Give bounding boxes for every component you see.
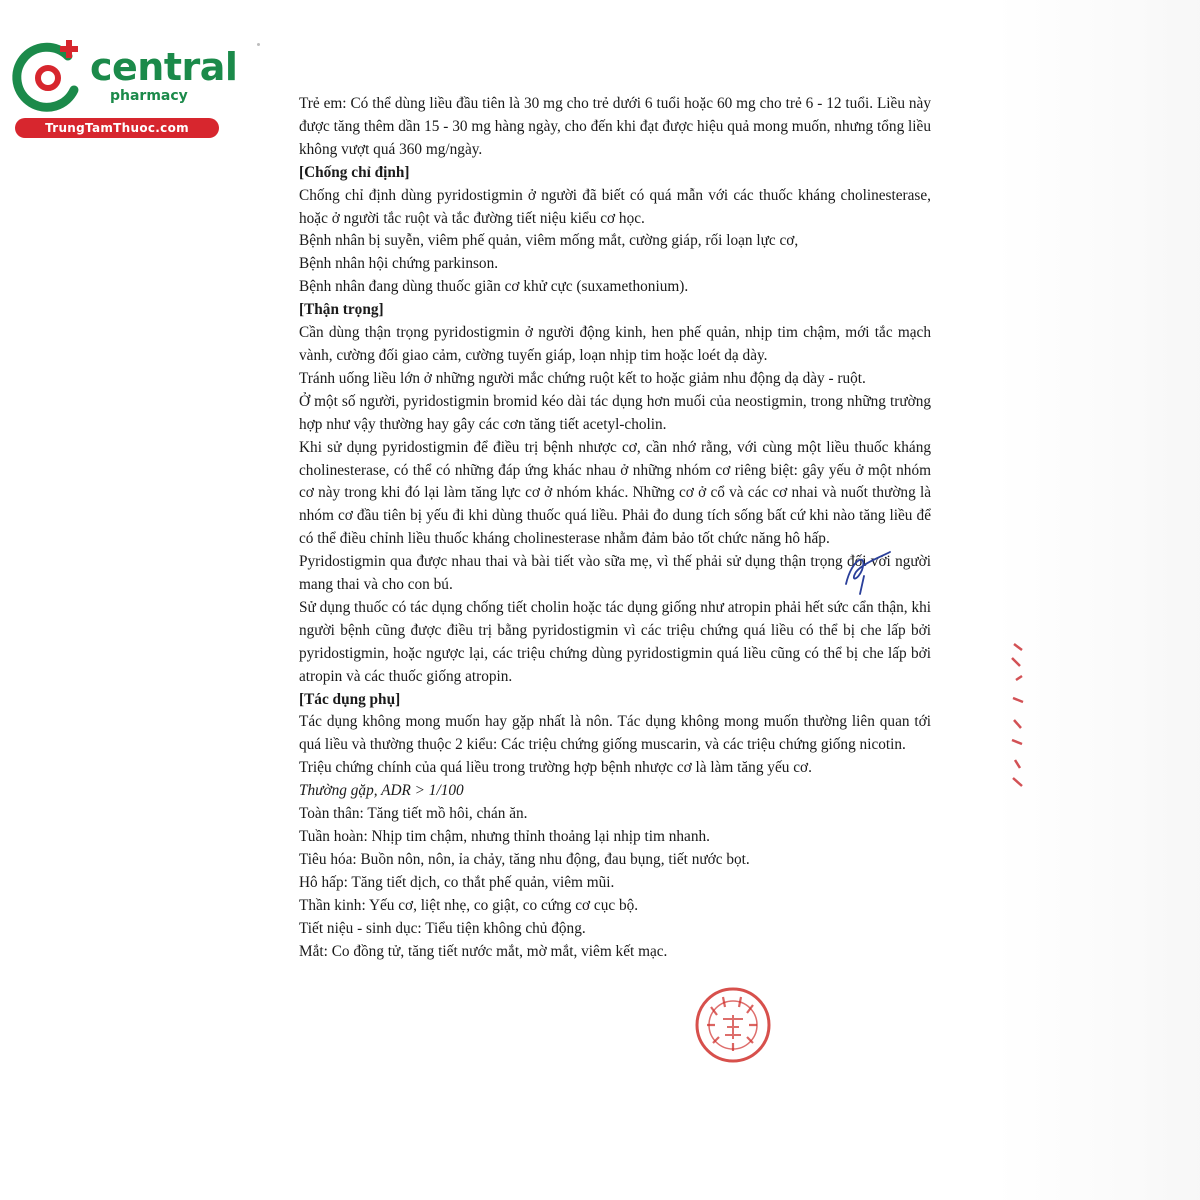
paragraph: Toàn thân: Tăng tiết mồ hôi, chán ăn. xyxy=(299,805,528,823)
paragraph: Tác dụng không mong muốn hay gặp nhất là nôn. Tác dụng không mong muốn thường liên quan tới quá liều và thường thuộc 2 kiểu: Các triệu chứng giống muscarin, và các triệu chứng giống nicotin. xyxy=(299,713,931,754)
paragraph: Triệu chứng chính của quá liều trong trường hợp bệnh nhược cơ là làm tăng yếu cơ. xyxy=(299,759,812,777)
paragraph: Trẻ em: Có thể dùng liều đầu tiên là 30 mg cho trẻ dưới 6 tuổi hoặc 60 mg cho trẻ 6 - 12 tuổi. Liều này được tăng thêm dần 15 - 30 mg hàng ngày, cho đến khi đạt được hiệu quả mong muốn, nhưng tổng liều không vượt quá 360 mg/ngày. xyxy=(299,95,931,158)
paragraph: Mắt: Co đồng tử, tăng tiết nước mắt, mờ mắt, viêm kết mạc. xyxy=(299,942,668,960)
central-logo-icon xyxy=(10,38,90,116)
signature-mark xyxy=(838,548,898,598)
section-heading: [Chống chỉ định] xyxy=(299,163,410,181)
paragraph: Tiết niệu - sinh dục: Tiểu tiện không chủ động. xyxy=(299,919,586,937)
scan-speck xyxy=(257,43,260,46)
paragraph: Chống chỉ định dùng pyridostigmin ở người đã biết có quá mẫn với các thuốc kháng cholinesterase, hoặc ở người tắc ruột và tắc đường tiết niệu kiểu cơ học. xyxy=(299,186,931,227)
paragraph: Bệnh nhân đang dùng thuốc giãn cơ khử cực (suxamethonium). xyxy=(299,278,689,296)
paragraph: Tiêu hóa: Buồn nôn, nôn, ỉa chảy, tăng nhu động, đau bụng, tiết nước bọt. xyxy=(299,850,750,868)
paragraph: Hô hấp: Tăng tiết dịch, co thắt phế quản, viêm mũi. xyxy=(299,873,615,891)
paragraph: Bệnh nhân hội chứng parkinson. xyxy=(299,255,499,273)
company-seal-stamp xyxy=(693,985,773,1065)
brand-logo[interactable] xyxy=(10,38,238,138)
paragraph: Khi sử dụng pyridostigmin để điều trị bệnh nhược cơ, cần nhớ rằng, với cùng một liều thuốc kháng cholinesterase, có thể có những đáp ứng khác nhau ở những nhóm cơ riêng biệt: gây yếu ở một nhóm cơ này trong khi đó lại làm tăng lực cơ ở nhóm khác. Những cơ ở cổ và các cơ nhai và nuốt thường là nhóm cơ đầu tiên bị yếu đi khi dùng thuốc quá liều. Phải đo dung tích sống bất cứ khi nào tăng liều để có thể điều chỉnh liều thuốc kháng cholinesterase nhằm đảm bảo tốt chức năng hô hấp. xyxy=(299,438,931,548)
paragraph: Sử dụng thuốc có tác dụng chống tiết cholin hoặc tác dụng giống như atropin phải hết sức cẩn thận, khi người bệnh cũng được điều trị bằng pyridostigmin vì các triệu chứng quá liều có thể bị che lấp bởi pyridostigmin, hoặc ngược lại, các triệu chứng dùng pyridostigmin quá liều cũng có thể bị che lấp bởi atropin và các thuốc giống atropin. xyxy=(299,598,931,685)
document-body xyxy=(299,93,931,963)
brand-subtitle: pharmacy xyxy=(110,88,188,104)
paragraph: Pyridostigmin qua được nhau thai và bài tiết vào sữa mẹ, vì thế phải sử dụng thận trọng đối với người mang thai và cho con bú. xyxy=(299,553,931,594)
paragraph: Tuần hoàn: Nhịp tim chậm, nhưng thỉnh thoảng lại nhịp tim nhanh. xyxy=(299,828,710,845)
brand-url-badge[interactable]: TrungTamThuoc.com xyxy=(15,118,219,138)
paragraph: Thần kinh: Yếu cơ, liệt nhẹ, co giật, co cứng cơ cục bộ. xyxy=(299,896,639,914)
paragraph: Bệnh nhân bị suyễn, viêm phế quản, viêm mống mắt, cường giáp, rối loạn lực cơ, xyxy=(299,232,799,250)
paragraph: Tránh uống liều lớn ở những người mắc chứng ruột kết to hoặc giảm nhu động dạ dày - ruột. xyxy=(299,369,866,387)
scan-shading xyxy=(995,0,1200,1200)
margin-stamp-mark xyxy=(1008,640,1028,790)
section-heading: [Tác dụng phụ] xyxy=(299,690,401,708)
section-heading: [Thận trọng] xyxy=(299,301,384,319)
brand-name: central xyxy=(90,45,238,89)
paragraph: Cần dùng thận trọng pyridostigmin ở người động kinh, hen phế quản, nhịp tim chậm, mới tắc mạch vành, cường đối giao cảm, cường tuyến giáp, loạn nhịp tim hoặc loét dạ dày. xyxy=(299,324,931,364)
paragraph: Ở một số người, pyridostigmin bromid kéo dài tác dụng hơn muối của neostigmin, trong những trường hợp như vậy thường hay gây các cơn tăng tiết acetyl-cholin. xyxy=(299,392,931,433)
frequency-subheading: Thường gặp, ADR > 1/100 xyxy=(299,782,464,800)
